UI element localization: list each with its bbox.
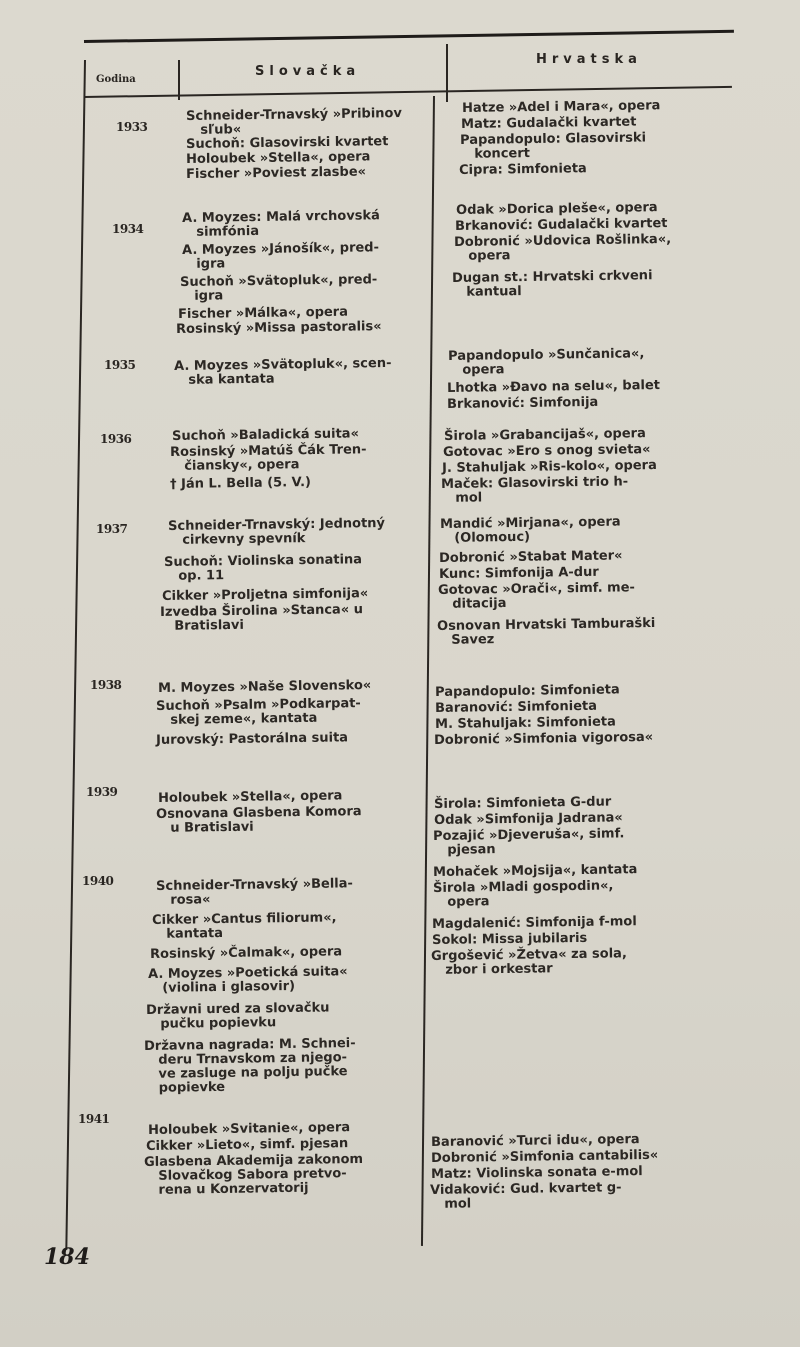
entry-line: J. Stahuljak »Ris-kolo«, opera bbox=[441, 458, 657, 476]
croatia-entry bbox=[438, 580, 728, 612]
entry-line: rosa« bbox=[170, 892, 211, 908]
entry-line: kantual bbox=[466, 284, 522, 300]
entry-line: opera bbox=[462, 362, 505, 378]
slovakia-column-heading: Slovačka bbox=[255, 64, 361, 79]
entry-line: Hatze »Adel i Mara«, opera bbox=[461, 98, 661, 116]
slovakia-entry bbox=[152, 911, 397, 942]
entry-line: Brkanović: Gudalački kvartet bbox=[454, 216, 668, 234]
entry-line: zbor i orkestar bbox=[445, 961, 553, 978]
slovakia-entry bbox=[180, 273, 425, 304]
entry-line: Papandopulo: Simfonieta bbox=[434, 682, 620, 700]
entry-line: popievke bbox=[158, 1079, 226, 1096]
entry-line: Gotovac »Orači«, simf. me- bbox=[437, 580, 635, 598]
entry-line: Maček: Glasovirski trio h- bbox=[440, 474, 629, 492]
slovakia-entry bbox=[148, 1121, 393, 1138]
slovakia-entry bbox=[170, 475, 415, 492]
slovakia-entry bbox=[170, 443, 415, 474]
croatia-entry bbox=[440, 514, 730, 546]
croatia-entry bbox=[435, 698, 725, 716]
slovakia-entry bbox=[182, 209, 427, 240]
croatia-entry bbox=[431, 1164, 721, 1182]
entry-line: Holoubek »Stella«, opera bbox=[157, 788, 343, 806]
entry-line: Osnovan Hrvatski Tamburaški bbox=[436, 615, 656, 634]
croatia-entry bbox=[439, 548, 729, 566]
year-label: 1937 bbox=[96, 522, 128, 536]
croatia-entry bbox=[435, 714, 725, 732]
croatia-entry bbox=[439, 564, 729, 582]
entry-line: Kunc: Simfonija A-dur bbox=[438, 564, 599, 582]
slovakia-entry bbox=[172, 427, 417, 444]
entry-line: Izvedba Širolina »Stanca« u bbox=[159, 602, 364, 620]
entry-line: Mandić »Mirjana«, opera bbox=[439, 514, 621, 532]
entry-line: (Olomouc) bbox=[454, 529, 531, 546]
entry-line: Odak »Dorica pleše«, opera bbox=[455, 200, 658, 218]
entry-line: Baranović: Simfonieta bbox=[434, 698, 598, 716]
croatia-entry bbox=[431, 1148, 721, 1166]
croatia-entry bbox=[447, 394, 737, 412]
entry-line: ve zasluge na polju pučke bbox=[158, 1064, 348, 1082]
slovakia-entry bbox=[156, 877, 401, 908]
croatia-entry bbox=[431, 946, 721, 978]
entry-line: A. Moyzes »Poetická suita« bbox=[147, 964, 348, 982]
croatia-entry bbox=[434, 810, 724, 828]
header-divider-columns bbox=[446, 44, 448, 102]
entry-line: (violina i glasovir) bbox=[162, 978, 296, 996]
entry-line: Baranović »Turci idu«, opera bbox=[430, 1132, 640, 1150]
entry-line: rena u Konzervatorij bbox=[158, 1180, 309, 1198]
entry-line: † Ján L. Bella (5. V.) bbox=[169, 475, 312, 492]
table-left-border bbox=[65, 60, 86, 1250]
slovakia-entry bbox=[144, 1153, 390, 1198]
slovakia-entry bbox=[156, 805, 401, 836]
entry-line: skej zeme«, kantata bbox=[170, 710, 318, 728]
year-label: 1935 bbox=[104, 358, 136, 372]
croatia-entry bbox=[456, 200, 746, 218]
entry-line: Magdalenić: Simfonija f-mol bbox=[431, 914, 637, 932]
entry-line: Dobronić »Simfonia cantabilis« bbox=[430, 1147, 659, 1166]
entry-line: Osnovana Glasbena Komora bbox=[155, 804, 362, 822]
croatia-entry bbox=[434, 730, 724, 748]
slovakia-entry bbox=[174, 357, 419, 388]
entry-line: Državni ured za slovačku bbox=[145, 1000, 330, 1018]
slovakia-entry bbox=[150, 945, 395, 962]
slovakia-entry bbox=[156, 697, 401, 728]
slovakia-entry bbox=[158, 679, 403, 696]
croatia-entry bbox=[430, 1180, 720, 1212]
entry-line: mol bbox=[455, 490, 483, 506]
slovakia-entry bbox=[186, 165, 431, 182]
entry-line: Matz: Violinska sonata e-mol bbox=[430, 1164, 643, 1182]
entry-line: Širola »Mladi gospodin«, bbox=[432, 878, 614, 896]
entry-line: koncert bbox=[474, 146, 531, 162]
entry-line: Rosinský »Matúš Čák Tren- bbox=[169, 442, 367, 460]
entry-line: Cikker »Cantus filiorum«, bbox=[151, 910, 337, 928]
entry-line: igra bbox=[196, 256, 226, 272]
entry-line: Savez bbox=[451, 632, 495, 648]
entry-line: Širola: Simfonieta G-dur bbox=[433, 794, 612, 812]
entry-line: čiansky«, opera bbox=[184, 457, 300, 474]
entry-line: ska kantata bbox=[188, 371, 275, 388]
year-label: 1941 bbox=[78, 1112, 110, 1126]
entry-line: Suchoň: Violinska sonatina bbox=[163, 552, 363, 570]
entry-line: kantata bbox=[166, 926, 224, 942]
croatia-entry bbox=[452, 268, 742, 300]
croatia-entry bbox=[442, 458, 732, 476]
year-label: 1933 bbox=[116, 120, 148, 134]
entry-line: Schneider-Trnavský »Bella- bbox=[155, 876, 353, 894]
entry-line: Cikker »Lieto«, simf. pjesan bbox=[145, 1136, 349, 1154]
entry-line: A. Moyzes: Malá vrchovská bbox=[181, 208, 381, 226]
croatia-entry bbox=[460, 130, 750, 162]
slovakia-entry bbox=[168, 517, 413, 548]
croatia-entry bbox=[441, 474, 731, 506]
croatia-entry bbox=[432, 930, 722, 948]
croatia-entry bbox=[443, 442, 733, 460]
croatia-entry bbox=[435, 682, 725, 700]
croatia-entry bbox=[455, 216, 745, 234]
croatia-entry bbox=[459, 160, 749, 178]
entry-line: sľub« bbox=[200, 122, 242, 138]
entry-line: Dugan st.: Hrvatski crkveni bbox=[451, 268, 653, 286]
entry-line: Dobronić »Udovica Rošlinka«, bbox=[453, 231, 672, 250]
entry-line: Gotovac »Ero s onog svieta« bbox=[442, 442, 651, 460]
entry-line: Papandopulo »Sunčanica«, bbox=[447, 346, 645, 364]
entry-line: pučku popievku bbox=[160, 1015, 277, 1032]
entry-line: Dobronić »Simfonia vigorosa« bbox=[433, 729, 654, 748]
croatia-entry bbox=[448, 346, 738, 378]
croatia-entry bbox=[444, 426, 734, 444]
entry-line: cirkevny spevník bbox=[182, 531, 306, 548]
entry-line: Mohaček »Mojsija«, kantata bbox=[432, 862, 638, 880]
entry-line: Schneider-Trnavský: Jednotný bbox=[167, 515, 386, 534]
slovakia-entry bbox=[146, 1001, 391, 1032]
entry-line: Sokol: Missa jubilaris bbox=[431, 930, 588, 948]
entry-line: Suchoň »Svätopluk«, pred- bbox=[179, 272, 378, 290]
table-top-rule bbox=[84, 30, 734, 43]
entry-line: Fischer »Poviest zlasbe« bbox=[185, 164, 367, 182]
slovakia-entry bbox=[164, 553, 409, 584]
entry-line: mol bbox=[444, 1196, 472, 1212]
croatia-entry bbox=[433, 826, 723, 858]
croatia-entry bbox=[461, 114, 751, 132]
entry-line: Odak »Simfonija Jadrana« bbox=[433, 810, 623, 828]
entry-line: Jurovský: Pastorálna suita bbox=[155, 730, 349, 748]
year-label: 1936 bbox=[100, 432, 132, 446]
slovakia-entry bbox=[158, 789, 403, 806]
entry-line: u Bratislavi bbox=[170, 819, 254, 836]
entry-line: Rosinský »Čalmak«, opera bbox=[149, 944, 343, 962]
croatia-entry bbox=[462, 98, 752, 116]
entry-line: Bratislavi bbox=[174, 617, 245, 634]
entry-line: ditacija bbox=[452, 596, 507, 612]
croatia-entry bbox=[447, 378, 737, 396]
entry-line: igra bbox=[194, 288, 224, 304]
page-number: 184 bbox=[44, 1244, 90, 1270]
entry-line: Širola »Grabancijaš«, opera bbox=[443, 426, 646, 444]
year-label: 1939 bbox=[86, 785, 118, 799]
entry-line: A. Moyzes »Jánošík«, pred- bbox=[181, 240, 380, 258]
table-header-rule bbox=[84, 86, 732, 98]
croatia-entry bbox=[437, 616, 727, 648]
entry-line: Vidaković: Gud. kvartet g- bbox=[429, 1180, 622, 1198]
entry-line: Suchoň »Baladická suita« bbox=[171, 426, 360, 444]
slovakia-entry bbox=[186, 107, 431, 138]
entry-line: Slovačkog Sabora pretvo- bbox=[158, 1166, 347, 1184]
slovakia-entry bbox=[176, 320, 421, 337]
entry-line: op. 11 bbox=[178, 568, 225, 584]
entry-line: pjesan bbox=[447, 842, 496, 858]
entry-line: Cikker »Proljetna simfonija« bbox=[161, 586, 369, 604]
entry-line: A. Moyzes »Svätopluk«, scen- bbox=[173, 355, 392, 374]
slovakia-entry bbox=[182, 241, 427, 272]
croatia-entry bbox=[432, 914, 722, 932]
year-label: 1940 bbox=[82, 874, 114, 888]
year-column-heading: Godina bbox=[96, 74, 136, 85]
year-label: 1938 bbox=[90, 678, 122, 692]
croatia-entry bbox=[433, 862, 723, 880]
entry-line: Holoubek »Svitanie«, opera bbox=[147, 1120, 351, 1138]
croatia-column-heading: Hrvatska bbox=[536, 52, 642, 67]
entry-line: Grgošević »Žetva« za sola, bbox=[430, 946, 627, 964]
entry-line: Cipra: Simfonieta bbox=[458, 161, 587, 178]
entry-line: Državna nagrada: M. Schnei- bbox=[143, 1036, 356, 1054]
entry-line: Matz: Gudalački kvartet bbox=[460, 114, 637, 132]
entry-line: Papandopulo: Glasovirski bbox=[459, 130, 647, 148]
entry-line: Suchoň »Psalm »Podkarpat- bbox=[155, 696, 361, 714]
entry-line: opera bbox=[468, 248, 511, 264]
entry-line: M. Stahuljak: Simfonieta bbox=[434, 714, 616, 732]
entry-line: Brkanović: Simfonija bbox=[446, 394, 599, 412]
entry-line: Dobronić »Stabat Mater« bbox=[438, 548, 623, 566]
croatia-entry bbox=[454, 232, 744, 264]
entry-line: Lhotka »Đavo na selu«, balet bbox=[446, 378, 661, 396]
entry-line: M. Moyzes »Naše Slovensko« bbox=[157, 678, 372, 696]
croatia-entry bbox=[431, 1132, 721, 1150]
year-label: 1934 bbox=[112, 222, 144, 236]
entry-line: Holoubek »Stella«, opera bbox=[185, 149, 371, 167]
entry-line: Glasbena Akademija zakonom bbox=[143, 1151, 364, 1170]
entry-line: Suchoň: Glasovirski kvartet bbox=[185, 134, 389, 152]
header-divider-year bbox=[178, 60, 180, 100]
croatia-entry bbox=[434, 794, 724, 812]
entry-line: opera bbox=[447, 894, 490, 910]
slovakia-entry bbox=[148, 965, 393, 996]
slovakia-entry bbox=[144, 1037, 390, 1096]
slovakia-entry bbox=[162, 587, 407, 604]
entry-line: Pozajić »Djeveruša«, simf. bbox=[432, 826, 625, 844]
entry-line: Fischer »Málka«, opera bbox=[177, 304, 349, 322]
entry-line: Schneider-Trnavský »Pribinov bbox=[185, 105, 403, 124]
croatia-entry bbox=[433, 878, 723, 910]
entry-line: simfónia bbox=[196, 223, 260, 240]
entry-line: Rosinský »Missa pastoralis« bbox=[175, 319, 382, 337]
slovakia-entry bbox=[156, 731, 401, 748]
entry-line: deru Trnavskom za njego- bbox=[158, 1050, 348, 1068]
slovakia-entry bbox=[160, 603, 405, 634]
